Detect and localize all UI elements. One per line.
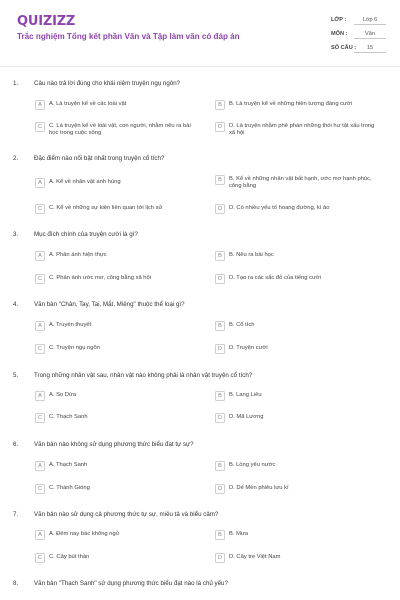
option-text: A. Truyền thuyết [49, 322, 92, 328]
option-text: B. Là truyện kể về những hiện tượng đáng cười [229, 101, 353, 107]
option-letter: A [35, 530, 45, 540]
option-letter: C [35, 413, 45, 423]
quizizz-logo: QUIZIZZ [17, 14, 76, 29]
option-c[interactable] [35, 484, 195, 494]
question-number: 5. [13, 372, 19, 379]
option-text: C. Thánh Gióng [49, 485, 90, 491]
option-letter: D [215, 484, 225, 494]
option-text: D. Dế Mèn phiêu lưu kí [229, 485, 289, 491]
meta-value: 15 [366, 45, 374, 51]
option-letter: C [35, 274, 45, 284]
option-d[interactable] [215, 413, 375, 423]
question-number: 3. [13, 231, 19, 238]
meta-value: Văn [365, 31, 375, 37]
option-text: B. Lòng yêu nước [229, 462, 276, 468]
option-d[interactable] [215, 344, 375, 354]
option-letter: A [35, 461, 45, 471]
option-letter: C [35, 122, 45, 132]
option-text: A. Thạch Sanh [49, 462, 88, 468]
meta-row-class [331, 13, 386, 27]
question-text: Văn bản "Chân, Tay, Tai, Mắt, Miệng" thuộc thể loại gì? [34, 301, 185, 308]
option-d[interactable] [215, 274, 375, 284]
question-text: Trong những nhân vật sau, nhân vật nào không phải là nhân vật truyện cổ tích? [34, 372, 253, 379]
option-text: B. Nêu ra bài học [229, 252, 274, 258]
option-letter: D [215, 344, 225, 354]
option-b[interactable] [215, 175, 375, 191]
option-d[interactable] [215, 484, 375, 494]
question-text: Đặc điểm nào nổi bật nhất trong truyện cổ tích? [34, 155, 165, 162]
option-text: C. Thạch Sanh [49, 414, 88, 420]
option-text: A. Là truyện kể về các loài vật [49, 101, 127, 107]
option-letter: D [215, 413, 225, 423]
meta-underline [354, 52, 386, 53]
worksheet-title: Trắc nghiệm Tổng kết phần Văn và Tập làm văn có đáp án [17, 32, 240, 41]
question-text: Văn bản "Thạch Sanh" sử dụng phương thức biểu đạt nào là chủ yếu? [34, 580, 228, 587]
option-c[interactable] [35, 553, 195, 563]
option-text: B. Mưa [229, 531, 249, 537]
worksheet-meta [331, 13, 386, 55]
option-letter: C [35, 553, 45, 563]
option-text: B. Lang Liêu [229, 392, 262, 398]
option-text: A. Đêm nay bác không ngủ [49, 531, 119, 537]
question-text: Văn bản nào không sử dụng phương thức biểu đạt tự sự? [34, 441, 194, 448]
option-a[interactable] [35, 530, 195, 540]
option-letter: A [35, 178, 45, 188]
meta-key: MÔN : [331, 31, 348, 37]
question-number: 4. [13, 301, 19, 308]
question-number: 8. [13, 580, 19, 587]
option-letter: B [215, 391, 225, 401]
option-b[interactable] [215, 100, 375, 110]
option-text: C. Truyện ngụ ngôn [49, 345, 100, 351]
meta-underline [354, 24, 386, 25]
option-text: C. Cây bút thần [49, 554, 90, 560]
option-a[interactable] [35, 391, 195, 401]
option-letter: D [215, 122, 225, 132]
meta-value: Lớp 6 [362, 17, 378, 23]
option-b[interactable] [215, 251, 375, 261]
option-letter: B [215, 251, 225, 261]
option-text: B. Cổ tích [229, 322, 255, 328]
option-text: D. Mã Lương [229, 414, 264, 420]
option-letter: D [215, 204, 225, 214]
option-d[interactable] [215, 122, 375, 138]
option-text: A. Sọ Dừa [49, 392, 77, 398]
option-text: B. Kể về những nhân vật bất hạnh, ước mơ hạnh phúc, công bằng [229, 176, 372, 190]
option-letter: B [215, 100, 225, 110]
option-letter: B [215, 321, 225, 331]
option-c[interactable] [35, 413, 195, 423]
header-divider [0, 66, 400, 67]
question-text: Văn bản nào sử dụng cả phương thức tự sự, miêu tả và biểu cảm? [34, 511, 219, 518]
option-a[interactable] [35, 461, 195, 471]
option-b[interactable] [215, 530, 375, 540]
option-text: A. Kể về nhân vật anh hùng [49, 179, 121, 185]
option-text: C. Phản ánh ước mơ, công bằng xã hội [49, 275, 152, 281]
option-letter: A [35, 251, 45, 261]
option-text: C. Là truyện kể về loài vật, con người, nhằm nêu ra bài học trong cuộc sống [49, 123, 191, 137]
option-text: D. Tạo ra các sắc đỏ của tiếng cười [229, 275, 321, 281]
option-b[interactable] [215, 461, 375, 471]
option-d[interactable] [215, 204, 375, 214]
option-b[interactable] [215, 321, 375, 331]
question-text: Mục đích chính của truyện cười là gì? [34, 231, 138, 238]
question-number: 2. [13, 155, 19, 162]
option-c[interactable] [35, 274, 195, 284]
option-a[interactable] [35, 100, 195, 110]
option-letter: C [35, 204, 45, 214]
option-letter: C [35, 484, 45, 494]
option-letter: A [35, 391, 45, 401]
meta-row-question-count [331, 41, 386, 55]
meta-underline [354, 38, 386, 39]
worksheet-header [0, 0, 400, 68]
option-letter: B [215, 530, 225, 540]
option-letter: B [215, 461, 225, 471]
option-a[interactable] [35, 321, 195, 331]
option-b[interactable] [215, 391, 375, 401]
option-letter: A [35, 100, 45, 110]
option-c[interactable] [35, 122, 195, 138]
question-number: 6. [13, 441, 19, 448]
meta-key: SỐ CÂU : [331, 45, 357, 51]
question-number: 7. [13, 511, 19, 518]
option-text: D. Cây tre Việt Nam [229, 554, 281, 560]
option-letter: D [215, 274, 225, 284]
option-text: D. Truyện cười [229, 345, 268, 351]
option-letter: C [35, 344, 45, 354]
meta-key: LỚP : [331, 17, 347, 23]
option-c[interactable] [35, 204, 195, 214]
option-d[interactable] [215, 553, 375, 563]
question-text: Câu nào trả lời đúng cho khái niệm truyện ngụ ngôn? [34, 80, 181, 87]
question-number: 1. [13, 80, 19, 87]
option-text: A. Phản ánh hiện thực [49, 252, 107, 258]
option-text: C. Kể về những sự kiện liên quan tới lịch sử [49, 205, 163, 211]
option-a[interactable] [35, 178, 195, 188]
option-letter: A [35, 321, 45, 331]
option-letter: D [215, 553, 225, 563]
option-letter: B [215, 175, 225, 185]
option-text: D. Là truyện nhằm phê phán những thói hư tật xấu trong xã hội [229, 123, 375, 137]
option-text: D. Có nhiều yếu tố hoang đường, kì ảo [229, 205, 330, 211]
meta-row-subject [331, 27, 386, 41]
option-a[interactable] [35, 251, 195, 261]
option-c[interactable] [35, 344, 195, 354]
